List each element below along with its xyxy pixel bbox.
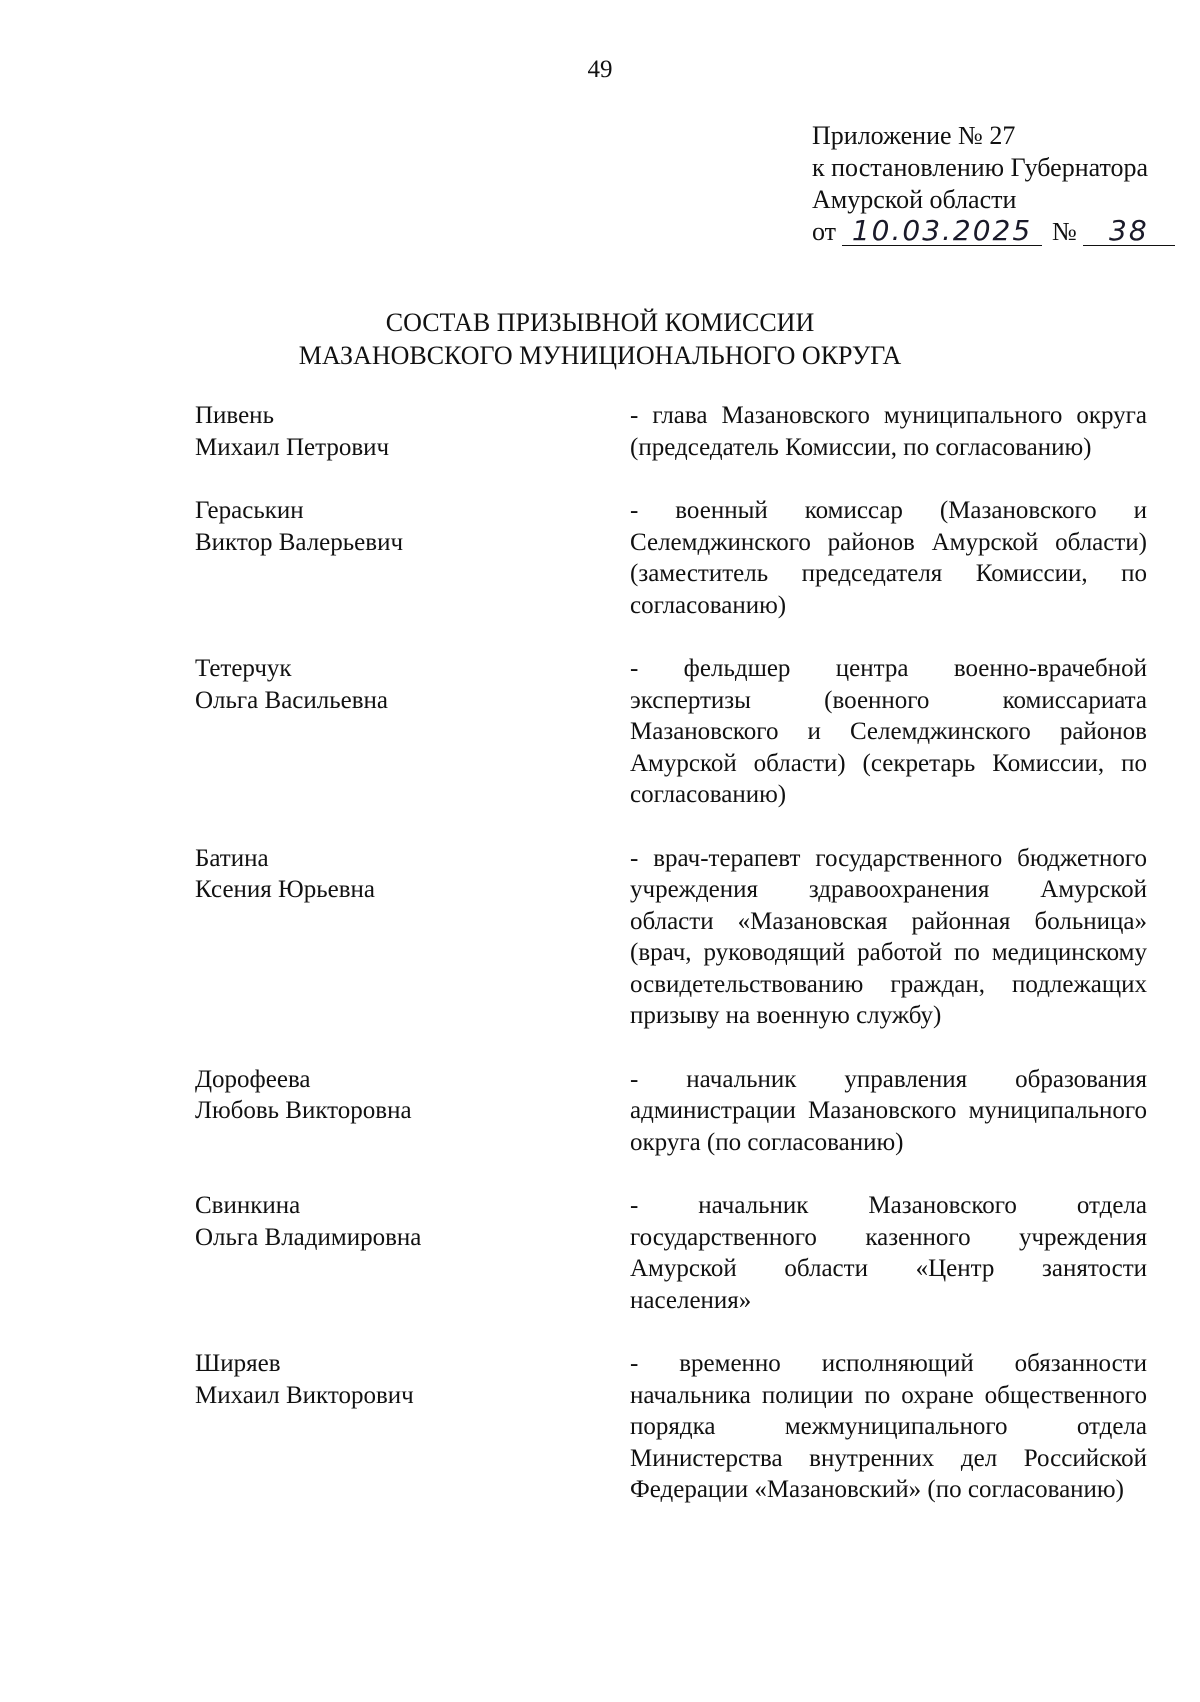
member-role: - начальник Мазановского отдела государственного казенного учреждения Амурской области «Центр занятости населения» <box>630 1192 1147 1314</box>
member-name <box>195 1190 630 1316</box>
title-line-1: СОСТАВ ПРИЗЫВНОЙ КОМИССИИ <box>385 308 815 337</box>
member-given-names: Ольга Владимировна <box>195 1223 422 1251</box>
member-given-names: Ольга Васильевна <box>195 686 389 714</box>
member-given-names: Ксения Юрьевна <box>195 876 376 903</box>
member-surname: Пивень <box>195 402 274 429</box>
member-name <box>195 1064 630 1159</box>
page-number: 49 <box>587 56 613 83</box>
appendix-line-1: Приложение № 27 <box>812 121 1016 150</box>
member-entry <box>195 495 1155 621</box>
member-surname: Тетерчук <box>195 655 292 682</box>
member-entry <box>195 653 1155 811</box>
member-role: - начальник управления образования администрации Мазановского муниципального округа (по согласованию) <box>630 1065 1147 1156</box>
title-line-2: МАЗАНОВСКОГО МУНИЦИОНАЛЬНОГО ОКРУГА <box>298 341 902 370</box>
member-entry <box>195 1190 1155 1316</box>
member-role: - глава Мазановского муниципального округа (председатель Комиссии, по согласованию) <box>630 402 1147 461</box>
member-given-names: Любовь Викторовна <box>195 1097 412 1124</box>
member-surname: Батина <box>195 844 269 872</box>
member-surname: Дорофеева <box>195 1065 311 1093</box>
member-given-names: Михаил Викторович <box>195 1381 414 1409</box>
member-surname: Гераськин <box>195 497 304 524</box>
member-name <box>195 495 630 621</box>
member-name <box>195 1348 630 1506</box>
appendix-line-3: Амурской области <box>812 185 1017 214</box>
member-role: - военный комиссар (Мазановского и Селемджинского районов Амурской области) (заместитель председателя Комиссии, по согласованию) <box>630 497 1147 619</box>
member-role: - врач-терапевт государственного бюджетного учреждения здравоохранения Амурской области «Мазановская районная больница» (врач, руководящий работой по медицинскому освидетельствованию граждан, подлежащих призыву на военную службу) <box>630 844 1147 1029</box>
member-role: - фельдшер центра военно-врачебной экспертизы (военного комиссариата Мазановского и Селемджинского районов Амурской области) (секретарь Комиссии, по согласованию) <box>630 655 1147 808</box>
member-given-names: Виктор Валерьевич <box>195 528 404 556</box>
decree-reference <box>812 216 1175 248</box>
from-label: от <box>812 217 837 246</box>
member-entry <box>195 843 1155 1032</box>
member-entry <box>195 1064 1155 1159</box>
member-given-names: Михаил Петрович <box>195 433 390 461</box>
number-label: № <box>1052 217 1077 246</box>
member-surname: Ширяев <box>195 1350 281 1377</box>
commission-members <box>195 400 1155 1538</box>
handwritten-number: 38 <box>1083 217 1175 246</box>
document-title <box>0 306 1200 372</box>
member-surname: Свинкина <box>195 1192 301 1219</box>
appendix-header <box>812 120 1175 248</box>
member-entry <box>195 400 1155 463</box>
handwritten-date: 10.03.2025 <box>842 217 1042 246</box>
member-name <box>195 843 630 1032</box>
member-name <box>195 400 630 463</box>
member-name <box>195 653 630 811</box>
member-entry <box>195 1348 1155 1506</box>
appendix-line-2: к постановлению Губернатора <box>812 153 1149 182</box>
member-role: - временно исполняющий обязанности начальника полиции по охране общественного порядка межмуниципального отдела Министерства внутренних дел Российской Федерации «Мазановский» (по согласованию) <box>630 1350 1147 1503</box>
